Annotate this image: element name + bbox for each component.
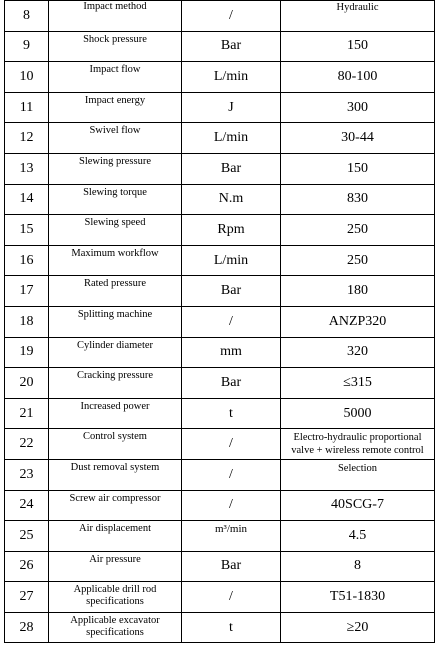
parameter-value: 5000 xyxy=(281,398,435,429)
parameter-name: Slewing torque xyxy=(49,184,182,215)
parameter-value: 250 xyxy=(281,245,435,276)
row-number: 9 xyxy=(5,31,49,62)
row-number: 14 xyxy=(5,184,49,215)
table-row xyxy=(5,521,435,552)
table-row xyxy=(5,1,435,32)
parameter-value: T51-1830 xyxy=(281,582,435,613)
parameter-name: Maximum workflow xyxy=(49,245,182,276)
row-number: 16 xyxy=(5,245,49,276)
table-row xyxy=(5,429,435,460)
parameter-unit: J xyxy=(182,92,281,123)
parameter-name: Air pressure xyxy=(49,551,182,582)
parameter-unit: Bar xyxy=(182,368,281,399)
parameter-name: Impact energy xyxy=(49,92,182,123)
parameter-value: 4.5 xyxy=(281,521,435,552)
parameter-name: Swivel flow xyxy=(49,123,182,154)
parameter-value: 8 xyxy=(281,551,435,582)
row-number: 28 xyxy=(5,612,49,643)
table-row xyxy=(5,276,435,307)
table-row xyxy=(5,459,435,490)
parameter-name: Increased power xyxy=(49,398,182,429)
parameter-unit: Bar xyxy=(182,31,281,62)
parameter-value: ≤315 xyxy=(281,368,435,399)
table-row xyxy=(5,490,435,521)
parameter-name: Air displacement xyxy=(49,521,182,552)
row-number: 20 xyxy=(5,368,49,399)
parameter-value: 320 xyxy=(281,337,435,368)
parameter-value: 30-44 xyxy=(281,123,435,154)
parameter-unit: L/min xyxy=(182,123,281,154)
parameter-unit: m³/min xyxy=(182,521,281,552)
spec-table xyxy=(4,0,435,643)
table-row xyxy=(5,306,435,337)
parameter-unit: / xyxy=(182,490,281,521)
row-number: 10 xyxy=(5,62,49,93)
parameter-value: 830 xyxy=(281,184,435,215)
parameter-unit: / xyxy=(182,459,281,490)
parameter-value: Selection xyxy=(281,459,435,490)
parameter-unit: / xyxy=(182,429,281,460)
row-number: 12 xyxy=(5,123,49,154)
parameter-name: Screw air compressor xyxy=(49,490,182,521)
parameter-unit: / xyxy=(182,582,281,613)
table-row xyxy=(5,582,435,613)
row-number: 27 xyxy=(5,582,49,613)
parameter-value: 150 xyxy=(281,31,435,62)
parameter-unit: mm xyxy=(182,337,281,368)
parameter-name: Cracking pressure xyxy=(49,368,182,399)
row-number: 11 xyxy=(5,92,49,123)
row-number: 13 xyxy=(5,153,49,184)
parameter-unit: L/min xyxy=(182,62,281,93)
table-row xyxy=(5,215,435,246)
table-row xyxy=(5,31,435,62)
table-row xyxy=(5,398,435,429)
row-number: 19 xyxy=(5,337,49,368)
row-number: 17 xyxy=(5,276,49,307)
parameter-name: Applicable excavator specifications xyxy=(49,612,182,643)
parameter-name: Slewing pressure xyxy=(49,153,182,184)
row-number: 18 xyxy=(5,306,49,337)
table-row xyxy=(5,368,435,399)
row-number: 22 xyxy=(5,429,49,460)
table-row xyxy=(5,62,435,93)
table-row xyxy=(5,245,435,276)
parameter-name: Cylinder diameter xyxy=(49,337,182,368)
parameter-unit: t xyxy=(182,398,281,429)
parameter-unit: Bar xyxy=(182,153,281,184)
parameter-unit: Bar xyxy=(182,551,281,582)
parameter-value: 300 xyxy=(281,92,435,123)
parameter-value: 180 xyxy=(281,276,435,307)
parameter-name: Applicable drill rod specifications xyxy=(49,582,182,613)
parameter-value: ≥20 xyxy=(281,612,435,643)
parameter-name: Impact method xyxy=(49,1,182,32)
table-row xyxy=(5,612,435,643)
table-row xyxy=(5,92,435,123)
row-number: 24 xyxy=(5,490,49,521)
parameter-value: 150 xyxy=(281,153,435,184)
parameter-name: Splitting machine xyxy=(49,306,182,337)
row-number: 26 xyxy=(5,551,49,582)
parameter-unit: / xyxy=(182,1,281,32)
parameter-value: Hydraulic xyxy=(281,1,435,32)
row-number: 21 xyxy=(5,398,49,429)
parameter-value: 80-100 xyxy=(281,62,435,93)
parameter-unit: t xyxy=(182,612,281,643)
parameter-name: Dust removal system xyxy=(49,459,182,490)
parameter-name: Impact flow xyxy=(49,62,182,93)
table-row xyxy=(5,337,435,368)
parameter-unit: Bar xyxy=(182,276,281,307)
row-number: 23 xyxy=(5,459,49,490)
parameter-name: Shock pressure xyxy=(49,31,182,62)
row-number: 15 xyxy=(5,215,49,246)
parameter-name: Rated pressure xyxy=(49,276,182,307)
table-row xyxy=(5,551,435,582)
parameter-unit: / xyxy=(182,306,281,337)
table-row xyxy=(5,123,435,154)
parameter-value: ANZP320 xyxy=(281,306,435,337)
row-number: 8 xyxy=(5,1,49,32)
parameter-unit: N.m xyxy=(182,184,281,215)
parameter-value: 250 xyxy=(281,215,435,246)
parameter-name: Slewing speed xyxy=(49,215,182,246)
parameter-unit: Rpm xyxy=(182,215,281,246)
parameter-unit: L/min xyxy=(182,245,281,276)
table-row xyxy=(5,153,435,184)
row-number: 25 xyxy=(5,521,49,552)
parameter-value: 40SCG-7 xyxy=(281,490,435,521)
table-row xyxy=(5,184,435,215)
parameter-name: Control system xyxy=(49,429,182,460)
parameter-value: Electro-hydraulic proportional valve + wireless remote control xyxy=(281,429,435,460)
